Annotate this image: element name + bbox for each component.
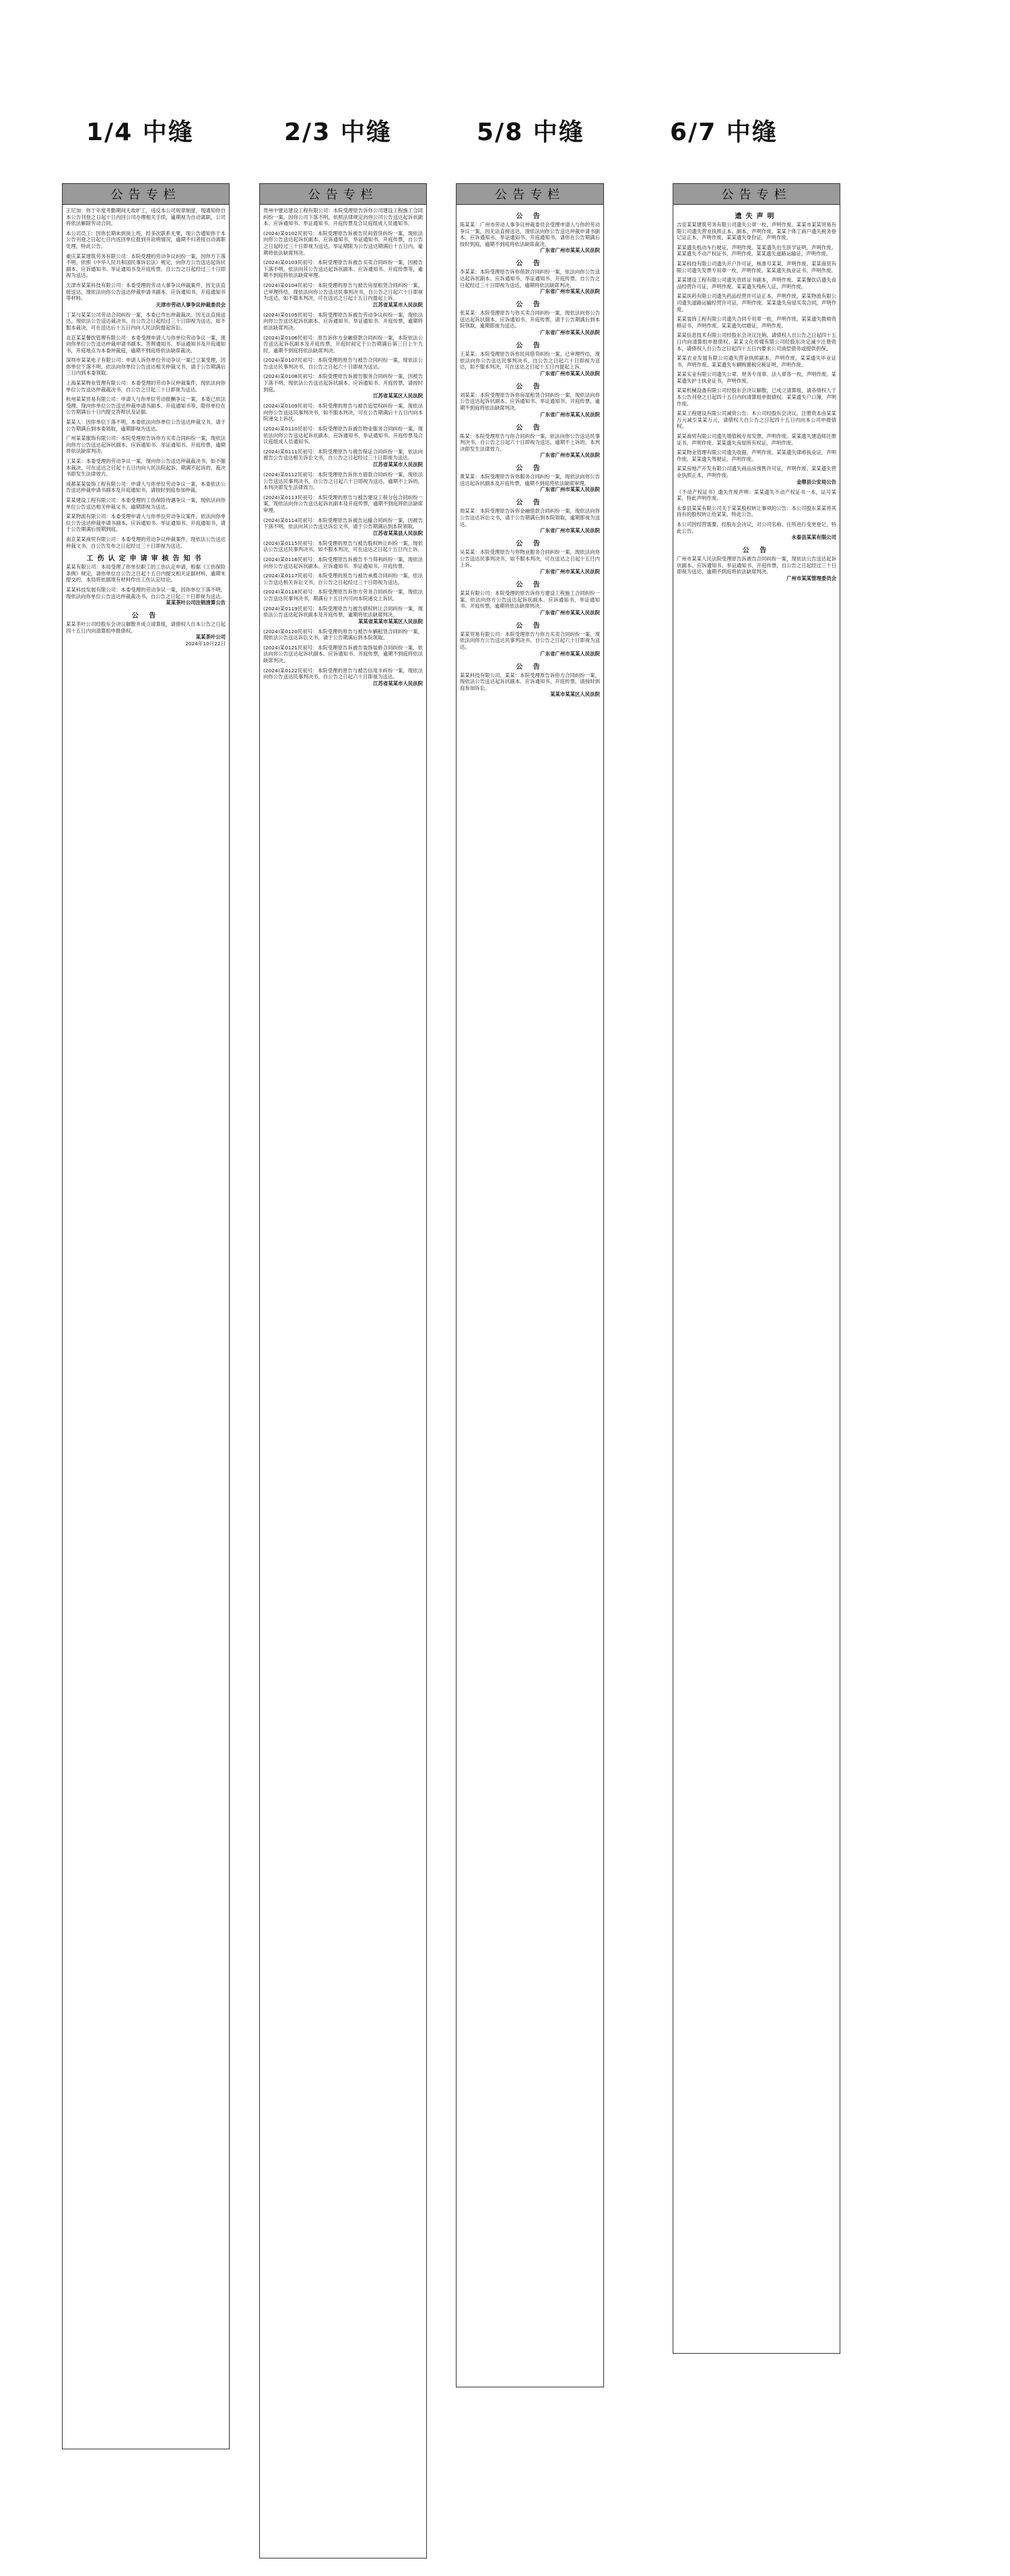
notice-item bbox=[263, 373, 423, 399]
notice-item bbox=[263, 472, 423, 491]
notice-item bbox=[263, 589, 423, 602]
notice-item bbox=[263, 282, 423, 309]
notice-date: 2024年10月22日 bbox=[185, 641, 226, 647]
notice-column-1 bbox=[62, 183, 230, 2449]
notice-item bbox=[677, 293, 836, 313]
notice-item bbox=[460, 579, 600, 616]
notice-text: 杭州某某贸易有限公司：申请人与你单位劳动报酬争议一案，本委已依法受理。现向你单位公告送达仲裁申请书副本、开庭通知书等，限你单位在公告期满后十日内提交答辩状及证据。 bbox=[66, 396, 226, 416]
column-header: 公告专栏 bbox=[63, 184, 229, 205]
notice-heading: 公 告 bbox=[516, 424, 544, 432]
column-body bbox=[673, 205, 840, 588]
notice-item bbox=[66, 357, 226, 377]
notice-text: 王尼加：你于年度考勤期间无故旷工，违反本公司规章制度，现通知你自本公告刊登之日起十日内回公司办理相关手续，逾期视为自动离职，公司将依法解除劳动合同。 bbox=[66, 207, 226, 227]
notice-item bbox=[460, 496, 600, 534]
notice-text: (2024)某0105民初号：本院受理原告诉被告劳动争议纠纷一案，现依法向你公告送达起诉状副本、应诉通知书、举证通知书、开庭传票，逾期将依法缺席判决。 bbox=[263, 311, 423, 331]
notice-text: (2024)某0103民初号：本院受理原告诉被告买卖合同纠纷一案，因被告下落不明，依法向其公告送达起诉状副本、应诉通知书、开庭传票等，逾期不到庭将依法缺席审理。 bbox=[263, 259, 423, 279]
notice-item bbox=[677, 245, 836, 257]
notice-item bbox=[460, 422, 600, 459]
notice-signature: 某某茶叶公司 bbox=[195, 634, 226, 641]
notice-text: 上海某某物业管理有限公司：本委受理的劳动争议仲裁案件，现依法向你单位公告送达仲裁裁决书，自公告之日起三十日即视为送达。 bbox=[66, 380, 226, 393]
notice-text: 某某实业有限公司遗失公章、财务专用章、法人章各一枚，声明作废。某某遗失护士执业证书，声明作废。 bbox=[677, 371, 836, 384]
notice-text: 张某某：本院受理原告与你买卖合同纠纷一案，现依法向你公告送达起诉状副本、应诉通知书、开庭传票，请于公告期满后到本院领取，逾期即视为送达。 bbox=[460, 310, 600, 329]
notice-text: 刘某某：本院受理原告诉你房屋租赁合同纠纷一案，现依法向你公告送达起诉状副本、应诉通知书、举证通知书、开庭传票，逾期不到庭将依法缺席判决。 bbox=[460, 391, 600, 411]
notice-item bbox=[460, 620, 600, 657]
notice-item bbox=[66, 610, 226, 647]
notice-item bbox=[677, 371, 836, 384]
notice-text: 本公司因经营需要，经股东会决议，对公司名称、住所进行变更登记，特此公告。 bbox=[677, 521, 836, 534]
notice-item bbox=[677, 544, 836, 582]
notice-item bbox=[66, 587, 226, 606]
notice-item bbox=[677, 387, 836, 407]
column-body bbox=[260, 205, 426, 693]
notice-item bbox=[66, 396, 226, 416]
notice-text: 某某农业发展有限公司遗失营业执照副本，声明作废。某某遗失毕业证书，声明作废。某某遗失车辆购置税完税证明，声明作废。 bbox=[677, 355, 836, 368]
notice-text: 某某工程建设有限公司减资公告：本公司经股东会决议，注册资本由某某万元减至某某万元，请债权人自公告之日起四十五日内向本公司申报债权。 bbox=[677, 410, 836, 430]
notice-text: 广州市某某人民法院受理原告诉被告合同纠纷一案，现依法公告送达起诉状副本、应诉通知书、举证通知书、开庭传票，自公告之日起经过三十日即视为送达，逾期不到庭将依法缺席判决。 bbox=[677, 556, 836, 575]
column-title-2: 2/3 中缝 bbox=[284, 119, 392, 146]
notice-signature: 江苏省某某市人民法院 bbox=[373, 301, 423, 308]
notice-text: 天津市某某科技有限公司：本委受理的劳动人事争议仲裁案件，因无法直接送达，现依法向你公告送达仲裁申请书副本、应诉通知书、开庭通知书等材料。 bbox=[66, 282, 226, 302]
notice-item bbox=[263, 312, 423, 331]
notice-item bbox=[460, 538, 600, 575]
notice-text: 某某科技发展有限公司：本委受理的劳动争议一案，因你单位下落不明，现依法向你单位公告送达仲裁裁决书，自公告之日起三十日即视为送达。 bbox=[66, 586, 226, 600]
notice-item bbox=[460, 257, 600, 295]
notice-item bbox=[677, 277, 836, 290]
notice-item bbox=[263, 629, 423, 641]
notice-column-4 bbox=[673, 183, 840, 2354]
notice-text: 本公司员工：因你长期未到岗上班，经多次联系无果，现公告通知你于本公告刊登之日起七日内返回单位报到并说明情况，逾期不归者按自动离职处理，特此公告。 bbox=[66, 230, 226, 249]
notice-text: 深圳市某某电子有限公司：申请人诉你单位劳动争议一案已立案受理，因你单位下落不明，依法向你单位公告送达相关仲裁文书，请于公告期满后三日内到本委领取。 bbox=[66, 357, 226, 377]
notice-text: (2024)某0104民初号：本院受理的原告与被告房屋租赁合同纠纷一案，已审理终结，现依法向你公告送达民事判决书，自公告之日起六十日即视为送达，如不服本判决，可在送达之日起十五日内提起上诉。 bbox=[263, 282, 423, 302]
notice-text: (2024)某0107民初号：本院受理的原告与被告合同纠纷一案，现依法公告送达民事判决书，自公告之日起六十日即视为送达。 bbox=[263, 357, 423, 370]
notice-item bbox=[677, 316, 836, 329]
notice-signature: 广东省广州市某某人民法院 bbox=[540, 609, 600, 616]
notice-text: 某某信息技术有限公司经股东会决议注销，请债权人自公告之日起四十五日内向清算组申报债权。某某文化传媒有限公司经股东决定减少注册资本，请债权人自公告之日起四十五日内要求公司清偿债务或提供担保。 bbox=[677, 332, 836, 352]
notice-heading: 工伤认定申请审核告知书 bbox=[86, 555, 205, 563]
notice-text: (2024)某0110民初号：本院受理原告诉被告物业服务合同纠纷一案，现依法向你公告送达起诉状副本、应诉通知书、举证通知书、开庭传票及合议庭组成人员通知书。 bbox=[263, 426, 423, 445]
notice-text: 某某医药有限公司遗失药品经营许可证正本，声明作废。某某物流有限公司遗失道路运输经营许可证，声明作废。某某遗失房屋买卖合同，声明作废。 bbox=[677, 293, 836, 313]
notice-text: 重庆某某建筑劳务有限公司：本院受理的劳动争议纠纷一案，因你方下落不明，依照《中华人民共和国民事诉讼法》规定，向你方公告送达起诉状副本、应诉通知书、举证通知书及开庭传票。自公告之日起经过三十日即视为送达。 bbox=[66, 253, 226, 279]
notice-item bbox=[66, 253, 226, 279]
column-header: 公告专栏 bbox=[457, 184, 603, 205]
notice-item bbox=[263, 668, 423, 687]
notice-text: 陈某：本院受理原告与你合同纠纷一案，依法向你公告送达民事判决书，自公告之日起六十日即视为送达，逾期不上诉的，本判决即发生法律效力。 bbox=[460, 432, 600, 452]
notice-text: (2024)某0108民初号：本院受理原告诉被告服务合同纠纷一案，因被告下落不明，现依法公告送达起诉状副本、应诉通知书、开庭传票，请按时到庭。 bbox=[263, 373, 423, 393]
notice-text: 某某建设工程有限公司：本委受理的工伤保险待遇争议一案，现依法向你单位公告送达相关仲裁文书，逾期即视为送达。 bbox=[66, 496, 226, 510]
column-title-3: 5/8 中缝 bbox=[477, 119, 584, 146]
notice-signature: 天津市劳动人事争议仲裁委员会 bbox=[156, 301, 226, 308]
notice-signature: 广东省广州市某某人民法院 bbox=[540, 370, 600, 377]
notice-item bbox=[677, 449, 836, 462]
notice-signature: 广东省广州市某某人民法院 bbox=[540, 247, 600, 254]
notice-item bbox=[263, 230, 423, 256]
notice-item bbox=[66, 380, 226, 393]
notice-text: 吉安某某建筑劳务有限公司遗失公章一枚，声明作废。某某市某某贸易有限公司遗失营业执照正本、副本，声明作废。某某个体工商户遗失税务登记证正本，声明作废。某某遗失身份证，声明作废。 bbox=[677, 222, 836, 241]
notice-text: (2024)某0121民初号：本院受理原告诉被告装饰装修合同纠纷一案，依法向你公告送达起诉状副本、应诉通知书、开庭传票，逾期不到庭将依法缺席判决。 bbox=[263, 644, 423, 664]
notice-signature: 某某市某某区人民法院 bbox=[550, 691, 600, 698]
notice-text: 某某机械设备有限公司经股东会决议解散，已成立清算组，请各债权人于本公告刊登之日起四十五日内向清算组申报债权。某某遗失户口簿，声明作废。 bbox=[677, 387, 836, 407]
column-header: 公告专栏 bbox=[673, 184, 840, 205]
notice-item bbox=[263, 426, 423, 445]
notice-text: 广州某某服饰有限公司：本院受理原告诉你方买卖合同纠纷一案，现依法向你方公告送达起诉状副本、应诉通知书、举证通知书、开庭传票，逾期将依法缺席判决。 bbox=[66, 435, 226, 455]
notice-signature: 广东省广州市某某人民法院 bbox=[540, 486, 600, 493]
notice-text: 永泰县某某有限公司关于某某股权转让事项的公告：本公司股东某某将其持有的股权转让给某某，特此公告。 bbox=[677, 505, 836, 518]
notice-signature: 广东省广州市某某人民法院 bbox=[540, 452, 600, 459]
notice-heading: 公 告 bbox=[516, 383, 544, 391]
notice-heading: 公 告 bbox=[131, 612, 160, 620]
notice-signature: 广东省广州市某某人民法院 bbox=[540, 288, 600, 295]
notice-item bbox=[263, 606, 423, 625]
notice-heading: 遗失声明 bbox=[735, 213, 778, 220]
notice-text: (2024)某0114民初号：本院受理原告诉被告运输合同纠纷一案，因被告下落不明，依法向其公告送达诉讼文书，请于公告期满后到本院领取。 bbox=[263, 517, 423, 530]
notice-item bbox=[263, 357, 423, 370]
notice-signature: 广东省广州市某某人民法院 bbox=[540, 411, 600, 418]
notice-item bbox=[460, 661, 600, 699]
notice-item bbox=[66, 536, 226, 549]
notice-signature: 某某省某某市某某区人民法院 bbox=[358, 618, 423, 624]
notice-text: 某某有限公司：本院受理的原告诉你方建设工程施工合同纠纷一案，依法向你方公告送达起诉状副本、应诉通知书、举证通知书、开庭传票，逾期将依法缺席判决。 bbox=[460, 590, 600, 610]
notice-signature: 广州市某某管理委员会 bbox=[786, 575, 836, 581]
column-body bbox=[63, 205, 229, 653]
notice-heading: 公 告 bbox=[516, 622, 544, 630]
notice-signature: 广东省广州市某某人民法院 bbox=[540, 329, 600, 335]
notice-signature: 某某茶叶公司注销清算公告 bbox=[166, 600, 226, 606]
notice-item bbox=[66, 335, 226, 354]
notice-item bbox=[263, 540, 423, 553]
notice-text: 某某商贸有限公司遗失增值税专用发票，声明作废。某某遗失建造师注册证书，声明作废。某某遗失房屋所有权证，声明作废。 bbox=[677, 433, 836, 446]
notice-text: 成都某某装饰工程有限公司：申请人与你单位劳动争议一案，本委依法公告送达仲裁申请书副本及开庭通知书，请按时到庭参加仲裁。 bbox=[66, 480, 226, 494]
notice-text: (2024)某0113民初号：本院受理的原告与被告建设工程分包合同纠纷一案，现依法向你公告送达起诉状副本及开庭传票，逾期不到庭将依法缺席审理。 bbox=[263, 494, 423, 513]
column-title-1: 1/4 中缝 bbox=[86, 119, 194, 146]
notice-item bbox=[263, 517, 423, 537]
notice-text: (2024)某0102民初号：本院受理原告诉被告民间借贷纠纷一案，现依法向你公告送达起诉状副本、应诉通知书、举证通知书、开庭传票，自公告之日起经过三十日即视为送达，举证期限为公告送达期满后十五日内，逾期将依法缺席判决。 bbox=[263, 230, 423, 256]
notice-item bbox=[460, 462, 600, 493]
notice-text: 吴某某：本院受理原告与你物业服务合同纠纷一案，现依法向你公告送达民事判决书，如不服本判决，可在送达之日起十五日内上诉。 bbox=[460, 549, 600, 569]
notice-item bbox=[263, 207, 423, 227]
notice-column-3 bbox=[456, 183, 604, 2387]
notice-item bbox=[677, 433, 836, 446]
notice-item bbox=[677, 410, 836, 430]
notice-item bbox=[66, 481, 226, 494]
notice-item bbox=[66, 435, 226, 455]
notice-text: (2024)某0116民初号：本院受理原告诉被告不当得利纠纷一案，现依法向你公告送达起诉状副本、应诉通知书、举证通知书、开庭传票。 bbox=[263, 556, 423, 569]
notice-heading: 公 告 bbox=[516, 342, 544, 350]
notice-text: 某某人：因你单位下落不明，本委依法向你单位公告送达仲裁文书，请于公告期满后到本委领取，逾期即视为送达。 bbox=[66, 419, 226, 432]
column-header: 公告专栏 bbox=[260, 184, 426, 205]
notice-text: (2024)某0111民初号：本院受理原告与被告保证合同纠纷一案，依法向被告公告送达相关诉讼文书，自公告之日起经过三十日即视为送达。 bbox=[263, 448, 423, 461]
notice-item bbox=[677, 355, 836, 368]
notice-item bbox=[263, 494, 423, 514]
notice-item bbox=[263, 259, 423, 279]
notice-item bbox=[677, 489, 836, 502]
notice-text: 某某建设工程有限公司遗失资质证书副本，声明作废。某某餐饮店遗失食品经营许可证，声明作废。某某遗失残疾人证，声明作废。 bbox=[677, 277, 836, 290]
notice-item bbox=[263, 335, 423, 354]
notice-heading: 公 告 bbox=[516, 301, 544, 309]
notice-text: 王某某：本委受理的劳动争议一案，现向你公告送达仲裁裁决书，如不服本裁决，可在送达之日起十五日内向人民法院起诉，期满不起诉的，裁决书即发生法律效力。 bbox=[66, 458, 226, 478]
notice-item bbox=[263, 556, 423, 569]
notice-item bbox=[677, 261, 836, 273]
notice-item bbox=[66, 312, 226, 331]
notice-text: 北京某某餐饮管理有限公司：本委受理申请人与你单位劳动争议一案，现向你单位公告送达仲裁申请书副本、答辩通知书、举证通知书及开庭通知书，开庭地点为本委仲裁庭，逾期不到庭将依法缺席裁决。 bbox=[66, 334, 226, 354]
notice-signature: 广东省广州市某某人民法院 bbox=[540, 527, 600, 534]
notice-heading: 公 告 bbox=[516, 465, 544, 473]
notice-item bbox=[66, 207, 226, 227]
column-title-4: 6/7 中缝 bbox=[670, 119, 778, 146]
notice-text: 某某科技有限公司遗失开户许可证，核准号某某，声明作废。某某商贸有限公司遗失发票专用章一枚，声明作废。某某遗失执业证书，声明作废。 bbox=[677, 260, 836, 273]
notice-text: 某某房地产开发有限公司遗失商品房预售许可证，声明作废。某某遗失营业执照正本，声明作废。 bbox=[677, 465, 836, 478]
notice-item bbox=[66, 282, 226, 309]
notice-signature: 江苏省某某区人民法院 bbox=[373, 393, 423, 399]
notice-text: 某某物流有限公司：本委受理申请人与你单位劳动争议案件，依法向你单位公告送达仲裁申请书副本、应诉通知书、举证通知书、开庭通知书，请于公告期满后按期到庭。 bbox=[66, 513, 226, 533]
notice-text: (2024)某0119民初号：本院受理原告与被告债权转让合同纠纷一案，现依法公告送达起诉状副本及开庭传票，逾期将依法缺席判决。 bbox=[263, 605, 423, 618]
notice-item bbox=[263, 645, 423, 664]
notice-heading: 公 告 bbox=[516, 499, 544, 507]
notice-signature: 永泰县某某有限公司 bbox=[791, 534, 836, 541]
notice-text: (2024)某0117民初号：本院受理的原告与被告承揽合同纠纷一案，依法公告送达相关诉讼文书，自公告之日起经过三十日即视为送达。 bbox=[263, 573, 423, 585]
notice-text: (2024)某0120民初号：本院受理的原告与被告车辆租赁合同纠纷一案，现依法公告送达诉讼文书，请于公告期满后到本院领取。 bbox=[263, 628, 423, 641]
notice-text: 某某贸易有限公司：本院受理原告与你方买卖合同纠纷一案，现依法向你方公告送达民事判决书，自公告之日起六十日即视为送达。 bbox=[460, 631, 600, 650]
notice-text: 王某某：本院受理原告诉你民间借贷纠纷一案，已审理终结，现依法向你公告送达民事判决书，自公告之日起六十日即视为送达，如不服本判决，可在送达之日起十五日内提起上诉。 bbox=[460, 350, 600, 371]
notice-item bbox=[677, 210, 836, 241]
notice-text: 某某物业管理有限公司遗失收据，声明作废。某某遗失律师执业证，声明作废。某某遗失驾驶证，声明作废。 bbox=[677, 449, 836, 462]
column-body bbox=[457, 205, 603, 704]
notice-text: 黄某某：本院受理原告诉你服务合同纠纷一案，现依法向你公告送达起诉状副本及开庭传票，逾期不到庭将依法缺席审理。 bbox=[460, 474, 600, 486]
notice-signature: 江苏省某某县人民法院 bbox=[373, 529, 423, 536]
notice-text: 《不动产权证书》遗失作废声明：某某遗失不动产权证书一本，证号某某，特此声明作废。 bbox=[677, 488, 836, 502]
notice-heading: 公 告 bbox=[516, 213, 544, 220]
notice-text: (2024)某0115民初号：本院受理的原告与被告股权转让纠纷一案，现依法公告送达民事判决书，如不服本判决，可在送达之日起十五日内上诉。 bbox=[263, 540, 423, 553]
notice-text: 李某某：本院受理原告诉你借款合同纠纷一案，依法向你公告送达起诉状副本、应诉通知书、举证通知书、开庭传票，自公告之日起经过三十日即视为送达，逾期将依法缺席判决。 bbox=[460, 269, 600, 288]
notice-text: (2024)某0112民初号：本院受理原告诉你方借款合同纠纷一案，现依法公告送达民事判决书，自公告之日起六十日即视为送达，逾期不上诉的，本判决即发生法律效力。 bbox=[263, 472, 423, 491]
notice-text: 某某有限公司：本局受理了你单位职工的工伤认定申请，根据《工伤保险条例》规定，请你单位自公告之日起十五日内提交相关证据材料，逾期未提交的，本局将依据现有材料作出工伤认定结论。 bbox=[66, 564, 226, 583]
notice-item bbox=[263, 573, 423, 585]
notice-item bbox=[677, 505, 836, 518]
notice-text: 某某科技有限公司、某某：本院受理原告诉你方合同纠纷一案，现依法公告送达起诉状副本、应诉通知书、开庭传票，请按时到庭参加诉讼。 bbox=[460, 672, 600, 691]
notice-text: 南京某某商贸有限公司：本委受理的劳动争议仲裁案件，现依法公告送达仲裁文书，自公告发布之日起经过三十日即视为送达。 bbox=[66, 536, 226, 549]
notice-item bbox=[66, 230, 226, 250]
notice-item bbox=[460, 340, 600, 377]
notice-signature: 广东省广州市某某人民法院 bbox=[540, 650, 600, 657]
notice-item bbox=[66, 552, 226, 583]
notice-heading: 公 告 bbox=[516, 260, 544, 268]
notice-text: 某某茶叶公司经股东会决议解散并成立清算组，请债权人自本公告之日起四十五日内向清算组申报债权。 bbox=[66, 621, 226, 634]
notice-signature: 广东省广州市某某人民法院 bbox=[540, 569, 600, 575]
notice-text: (2024)某0109民初号：本院受理的原告与被告追偿权纠纷一案，现依法向你公告送达民事判决书，如不服本判决，可在公告期满后十五日内向本院递交上诉状。 bbox=[263, 403, 423, 422]
notice-text: (2024)某0118民初号：本院受理原告诉你方劳务合同纠纷一案，现依法公告送达民事判决书，期满后十五日内可向本院递交上诉状。 bbox=[263, 589, 423, 602]
notice-text: 某某遗失机动车行驶证，声明作废。某某遗失出生医学证明，声明作废。某某遗失不动产权证书，声明作废。某某遗失道路运输证，声明作废。 bbox=[677, 244, 836, 257]
notice-text: 贵州中建达建设工程有限公司：本院受理原告诉你公司建设工程施工合同纠纷一案，因你公司下落不明，依照法律规定向你公司公告送达起诉状副本、应诉通知书、举证通知书、开庭传票及合议庭组成人员通知书。 bbox=[263, 207, 423, 227]
notice-text: 陈某某：广州市劳动人事争议仲裁委员会受理申请人与你的劳动争议一案，因无法直接送达，现依法向你公告送达仲裁申请书副本、应诉通知书、举证通知书、开庭通知书，请你在公告期满后按时到庭，逾期不到庭将依法缺席裁决。 bbox=[460, 222, 600, 247]
notice-item bbox=[263, 449, 423, 468]
notice-item bbox=[460, 298, 600, 336]
notice-heading: 公 告 bbox=[516, 663, 544, 671]
notice-heading: 公 告 bbox=[742, 547, 771, 555]
notice-signature: 金鼎县公安局公告 bbox=[796, 478, 836, 485]
notice-item bbox=[66, 513, 226, 533]
notice-signature: 江苏省某某市人民法院 bbox=[373, 680, 423, 686]
notice-signature: 江苏省某某市人民法院 bbox=[373, 461, 423, 468]
notice-text: (2024)某0122民初号：本院受理的原告与被告信用卡纠纷一案，现依法向你公告送达民事判决书，自公告之日起六十日即视为送达。 bbox=[263, 667, 423, 680]
notice-item bbox=[677, 521, 836, 541]
notice-item bbox=[66, 458, 226, 478]
notice-heading: 公 告 bbox=[516, 540, 544, 548]
notice-item bbox=[263, 403, 423, 422]
notice-item bbox=[677, 465, 836, 485]
notice-heading: 公 告 bbox=[516, 581, 544, 589]
notice-text: 周某某：本院受理原告诉你金融借款合同纠纷一案，现依法向你公告送达诉讼文书，请于公告期满后到本院领取，逾期即视为送达。 bbox=[460, 508, 600, 527]
notice-item bbox=[66, 419, 226, 432]
notice-item bbox=[66, 497, 226, 510]
notice-text: 丁某与某某公司劳动合同纠纷一案，本委已作出仲裁裁决。因无法直接送达，现依法公告送达裁决书。自公告之日起经过三十日即视为送达，如不服本裁决，可在送达后十五日内向人民法院提起诉讼。 bbox=[66, 311, 226, 331]
notice-text: 某某装饰工程有限公司遗失合同专用章一枚，声明作废。某某遗失教师资格证书，声明作废。某某遗失结婚证，声明作废。 bbox=[677, 316, 836, 329]
notice-item bbox=[677, 332, 836, 352]
notice-item bbox=[460, 210, 600, 254]
notice-item bbox=[460, 381, 600, 418]
notice-column-2 bbox=[259, 183, 427, 2558]
notice-text: (2024)某0106民初号：原告诉你方金融借款合同纠纷一案，本院依法公告送达起诉状副本及开庭传票，开庭时间定于公告期满后第三日上午九时，逾期不到庭将依法缺席判决。 bbox=[263, 334, 423, 354]
